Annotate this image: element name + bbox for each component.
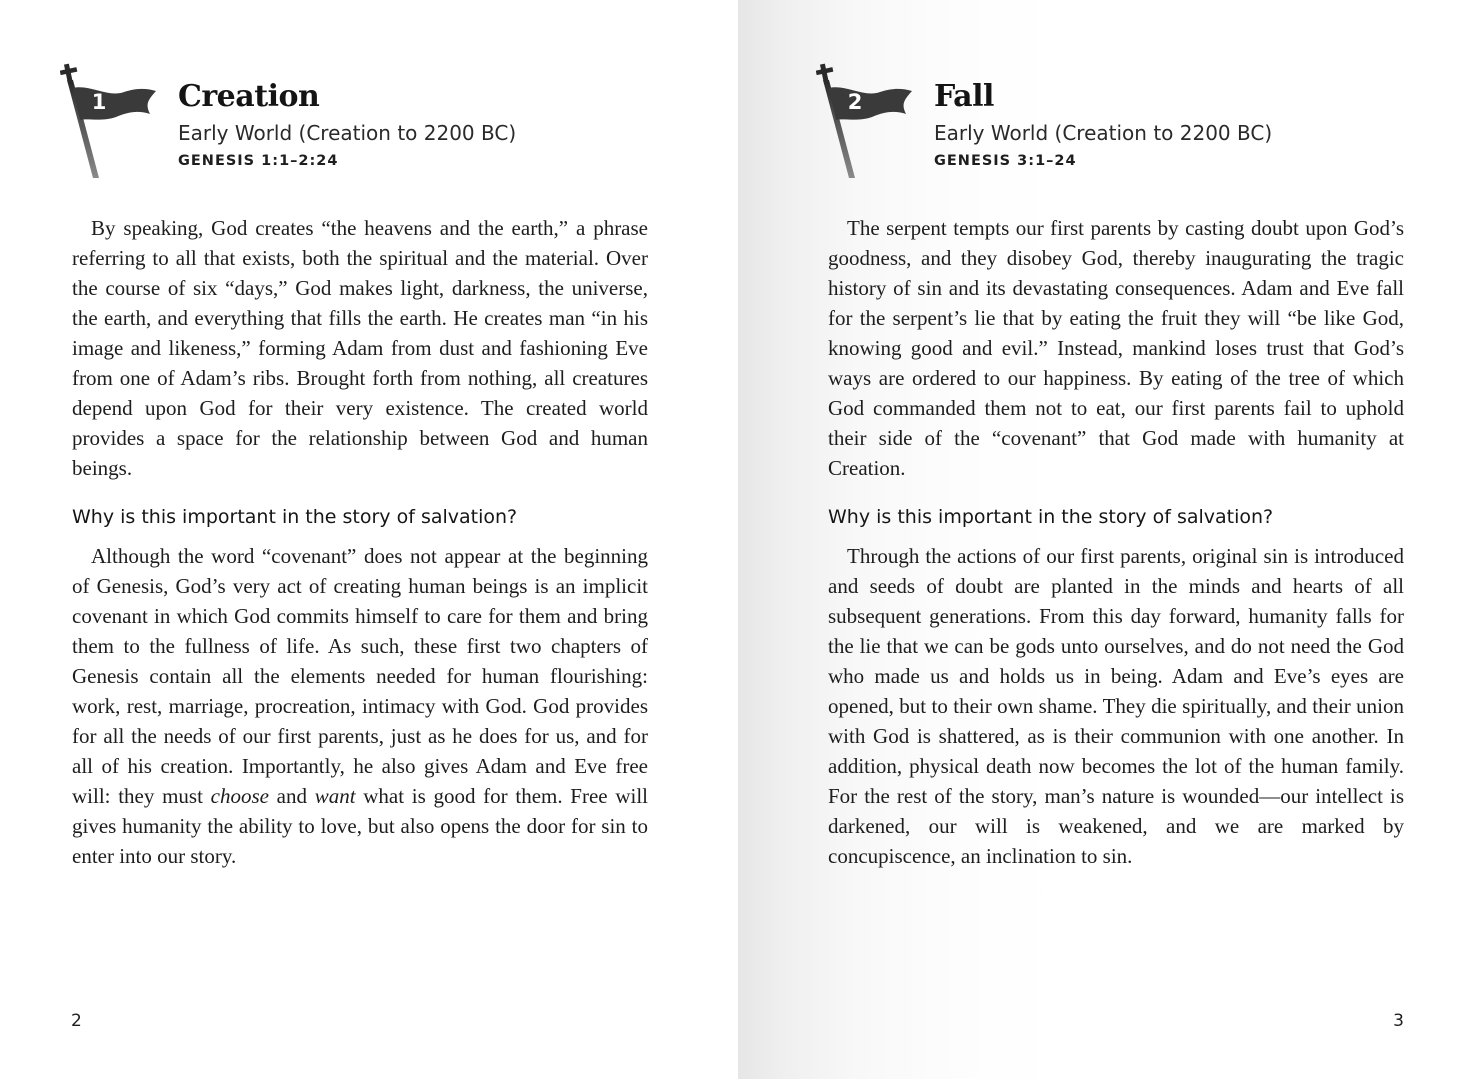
right-page — [738, 0, 1476, 1079]
body-text: Although the word “covenant” does not appear at the beginning of Genesis, God’s very act of creating human beings is an implicit covenant in which God commits himself to care for them and bring them to the fullness of life. As such, these first two chapters of Genesis contain all the elements needed for human flourishing: work, rest, marriage, procreation, intimacy with God. God provides for all the needs of our first parents, just as he does for us, and for all of his creation. Importantly, he also gives Adam and Eve free will: they must — [72, 544, 648, 808]
intro-paragraph: By speaking, God creates “the heavens and the earth,” a phrase referring to all that exists, both the spiritual and the material. Over the course of six “days,” God makes light, darkness, the universe, the earth, and everything that fills the earth. He creates man “in his image and likeness,” forming Adam from dust and fashioning Eve from one of Adam’s ribs. Brought forth from nothing, all creatures depend upon God for their very existence. The created world provides a space for the relationship between God and human beings. — [72, 216, 648, 480]
body-paragraph: Through the actions of our first parents, original sin is introduced and seeds of doubt are planted in the minds and hearts of all subsequent generations. From this day forward, humanity falls for the lie that we can be gods unto ourselves, and do not need the God who made us and holds us in being. Adam and Eve’s eyes are opened, but to their own shame. They die spiritually, and their union with God is shattered, as is their communion with one another. In addition, physical death now becomes the lot of the human family. For the rest of the story, man’s nature is wounded—our intellect is darkened, our will is weakened, and we are marked by concupiscence, an inclination to sin. — [828, 544, 1404, 868]
section-subheading: Why is this important in the story of salvation? — [72, 506, 518, 528]
era-label: Early World (Creation to 2200 BC) — [934, 121, 1273, 145]
page-body — [72, 213, 648, 871]
banner-flag-icon — [816, 62, 916, 182]
era-label: Early World (Creation to 2200 BC) — [178, 121, 517, 145]
body-paragraph — [72, 541, 648, 871]
intro-paragraph: The serpent tempts our first parents by casting doubt upon God’s goodness, and they disobey God, thereby inaugurating the tragic history of sin and its devastating consequences. Adam and Eve fall for the serpent’s lie that by eating the fruit they will “be like God, knowing good and evil.” Instead, mankind loses trust that God’s ways are ordered to our happiness. By eating of the tree of which God commanded them not to eat, our first parents fail to uphold their side of the “covenant” that God made with humanity at Creation. — [828, 216, 1404, 480]
flag-number: 2 — [847, 90, 863, 114]
chapter-title: Creation — [178, 79, 320, 114]
body-text: and — [268, 784, 315, 808]
section-subheading: Why is this important in the story of salvation? — [828, 506, 1274, 528]
page-number: 3 — [1393, 1011, 1404, 1031]
emphasis-text: want — [314, 784, 356, 808]
banner-flag-icon — [60, 62, 160, 182]
chapter-title: Fall — [934, 79, 994, 114]
header-titles — [178, 78, 678, 172]
scripture-reference: GENESIS 3:1–24 — [934, 153, 1077, 169]
page-body — [828, 213, 1404, 871]
flag-number: 1 — [91, 90, 107, 114]
body-text: what is good for them. Free will gives humanity the ability to love, but also opens the door for sin to enter into our story. — [72, 784, 648, 868]
header-titles — [934, 78, 1434, 172]
scripture-reference: GENESIS 1:1–2:24 — [178, 153, 339, 169]
page-number: 2 — [71, 1011, 82, 1031]
emphasis-text: choose — [210, 784, 269, 808]
